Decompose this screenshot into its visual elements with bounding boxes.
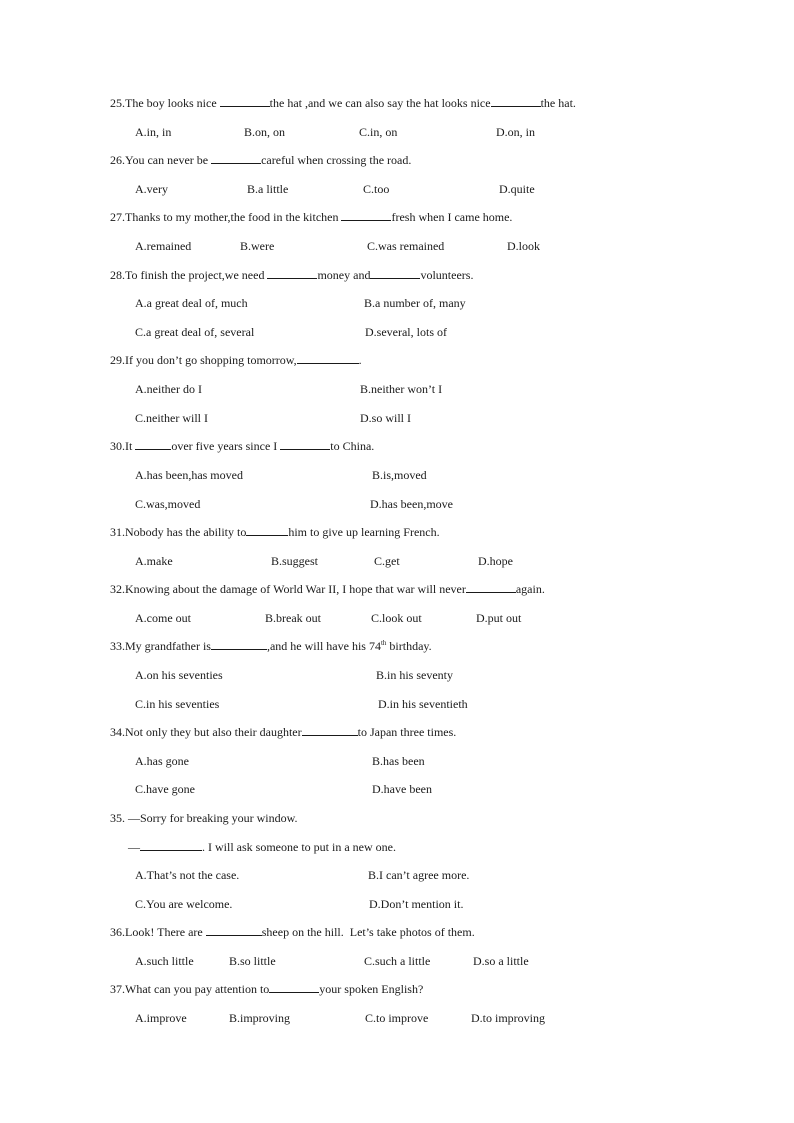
question-text: 30.It bbox=[110, 439, 136, 453]
option-b: B.were bbox=[240, 239, 275, 253]
option-d: D.look bbox=[507, 239, 540, 253]
answer-blank bbox=[206, 925, 262, 936]
question-text: 32.Knowing about the damage of World War II, I hope that war will never bbox=[110, 582, 466, 596]
option-c: C.was remained bbox=[367, 239, 445, 253]
option-d: D.in his seventieth bbox=[378, 697, 468, 711]
option-a: A.improve bbox=[135, 1011, 187, 1025]
option-c: C.You are welcome. bbox=[135, 897, 233, 911]
option-a: A.come out bbox=[135, 611, 191, 625]
question-36 bbox=[110, 925, 475, 939]
option-b: B.a number of, many bbox=[364, 296, 466, 310]
question-text: fresh when I came home. bbox=[391, 210, 513, 224]
option-d: D.several, lots of bbox=[365, 325, 447, 339]
question-text: your spoken English? bbox=[319, 982, 424, 996]
answer-blank bbox=[220, 96, 270, 107]
option-c: C.in his seventies bbox=[135, 697, 220, 711]
option-c: C.neither will I bbox=[135, 411, 208, 425]
ordinal-suffix: th bbox=[380, 639, 387, 647]
option-b: B.has been bbox=[372, 754, 425, 768]
option-a: A.That’s not the case. bbox=[135, 868, 240, 882]
option-a: A.remained bbox=[135, 239, 192, 253]
question-26 bbox=[110, 153, 411, 167]
option-b: B.in his seventy bbox=[376, 668, 453, 682]
question-28 bbox=[110, 268, 473, 282]
question-text: again. bbox=[515, 582, 545, 596]
question-text: the hat. bbox=[540, 96, 576, 110]
option-c: C.in, on bbox=[359, 125, 398, 139]
question-27 bbox=[110, 210, 512, 224]
option-b: B.improving bbox=[229, 1011, 291, 1025]
question-text: to Japan three times. bbox=[357, 725, 457, 739]
question-text: 36.Look! There are bbox=[110, 925, 206, 939]
question-text: 35. —Sorry for breaking your window. bbox=[110, 811, 298, 825]
question-text: 33.My grandfather is bbox=[110, 639, 211, 653]
option-d: D.have been bbox=[372, 782, 432, 796]
option-b: B.on, on bbox=[244, 125, 286, 139]
option-a: A.on his seventies bbox=[135, 668, 223, 682]
question-text: ,and he will have his 74 bbox=[266, 639, 381, 653]
option-d: D.quite bbox=[499, 182, 535, 196]
question-35-reply bbox=[128, 840, 396, 854]
option-c: C.get bbox=[374, 554, 400, 568]
option-a: A.make bbox=[135, 554, 173, 568]
question-text: 31.Nobody has the ability to bbox=[110, 525, 247, 539]
question-25 bbox=[110, 96, 576, 110]
question-34 bbox=[110, 725, 456, 739]
option-b: B.suggest bbox=[271, 554, 319, 568]
option-a: A.in, in bbox=[135, 125, 172, 139]
option-c: C.was,moved bbox=[135, 497, 201, 511]
answer-blank bbox=[269, 982, 319, 993]
option-a: A.very bbox=[135, 182, 168, 196]
answer-blank bbox=[211, 639, 267, 650]
option-d: D.put out bbox=[476, 611, 522, 625]
option-c: C.such a little bbox=[364, 954, 431, 968]
question-text: . I will ask someone to put in a new one. bbox=[202, 840, 396, 854]
option-a: A.has gone bbox=[135, 754, 189, 768]
question-text: 34.Not only they but also their daughter bbox=[110, 725, 302, 739]
question-35 bbox=[110, 811, 298, 825]
question-text: 25.The boy looks nice bbox=[110, 96, 220, 110]
question-text: over five years since I bbox=[171, 439, 281, 453]
question-text: 27.Thanks to my mother,the food in the kitchen bbox=[110, 210, 342, 224]
question-text: volunteers. bbox=[420, 268, 474, 282]
option-d: D.Don’t mention it. bbox=[369, 897, 464, 911]
option-d: D.so a little bbox=[473, 954, 529, 968]
question-text: 29.If you don’t go shopping tomorrow, bbox=[110, 353, 297, 367]
question-text: . bbox=[358, 353, 362, 367]
question-31 bbox=[110, 525, 440, 539]
option-d: D.has been,move bbox=[370, 497, 453, 511]
option-b: B.so little bbox=[229, 954, 276, 968]
option-a: A.neither do I bbox=[135, 382, 202, 396]
option-c: C.too bbox=[363, 182, 390, 196]
option-d: D.to improving bbox=[471, 1011, 545, 1025]
option-a: A.such little bbox=[135, 954, 194, 968]
question-37 bbox=[110, 982, 423, 996]
question-text: sheep on the hill. Let’s take photos of them. bbox=[261, 925, 475, 939]
answer-blank bbox=[267, 268, 317, 279]
answer-blank bbox=[466, 582, 516, 593]
answer-blank bbox=[280, 439, 330, 450]
option-c: C.a great deal of, several bbox=[135, 325, 255, 339]
option-a: A.has been,has moved bbox=[135, 468, 243, 482]
answer-blank bbox=[211, 153, 261, 164]
option-b: B.neither won’t I bbox=[360, 382, 443, 396]
option-c: C.look out bbox=[371, 611, 422, 625]
option-b: B.is,moved bbox=[372, 468, 427, 482]
answer-blank bbox=[297, 353, 359, 364]
question-29 bbox=[110, 353, 362, 367]
question-text: him to give up learning French. bbox=[288, 525, 440, 539]
option-c: C.to improve bbox=[365, 1011, 429, 1025]
answer-blank bbox=[341, 210, 391, 221]
question-text: money and bbox=[317, 268, 371, 282]
question-text: to China. bbox=[330, 439, 375, 453]
option-d: D.so will I bbox=[360, 411, 411, 425]
option-d: D.hope bbox=[478, 554, 513, 568]
dash: — bbox=[128, 840, 140, 854]
option-b: B.a little bbox=[247, 182, 289, 196]
question-30 bbox=[110, 439, 374, 453]
question-text: 28.To finish the project,we need bbox=[110, 268, 268, 282]
answer-blank bbox=[370, 268, 420, 279]
question-text: birthday. bbox=[386, 639, 432, 653]
option-b: B.break out bbox=[265, 611, 321, 625]
question-text: 37.What can you pay attention to bbox=[110, 982, 270, 996]
answer-blank bbox=[135, 439, 171, 450]
question-text: the hat ,and we can also say the hat looks nice bbox=[269, 96, 491, 110]
answer-blank bbox=[491, 96, 541, 107]
option-b: B.I can’t agree more. bbox=[368, 868, 470, 882]
question-33 bbox=[110, 639, 432, 653]
option-c: C.have gone bbox=[135, 782, 195, 796]
answer-blank bbox=[246, 525, 288, 536]
answer-blank bbox=[302, 725, 358, 736]
question-32 bbox=[110, 582, 545, 596]
question-text: 26.You can never be bbox=[110, 153, 212, 167]
question-text: careful when crossing the road. bbox=[261, 153, 412, 167]
answer-blank bbox=[140, 840, 202, 851]
option-d: D.on, in bbox=[496, 125, 535, 139]
option-a: A.a great deal of, much bbox=[135, 296, 248, 310]
